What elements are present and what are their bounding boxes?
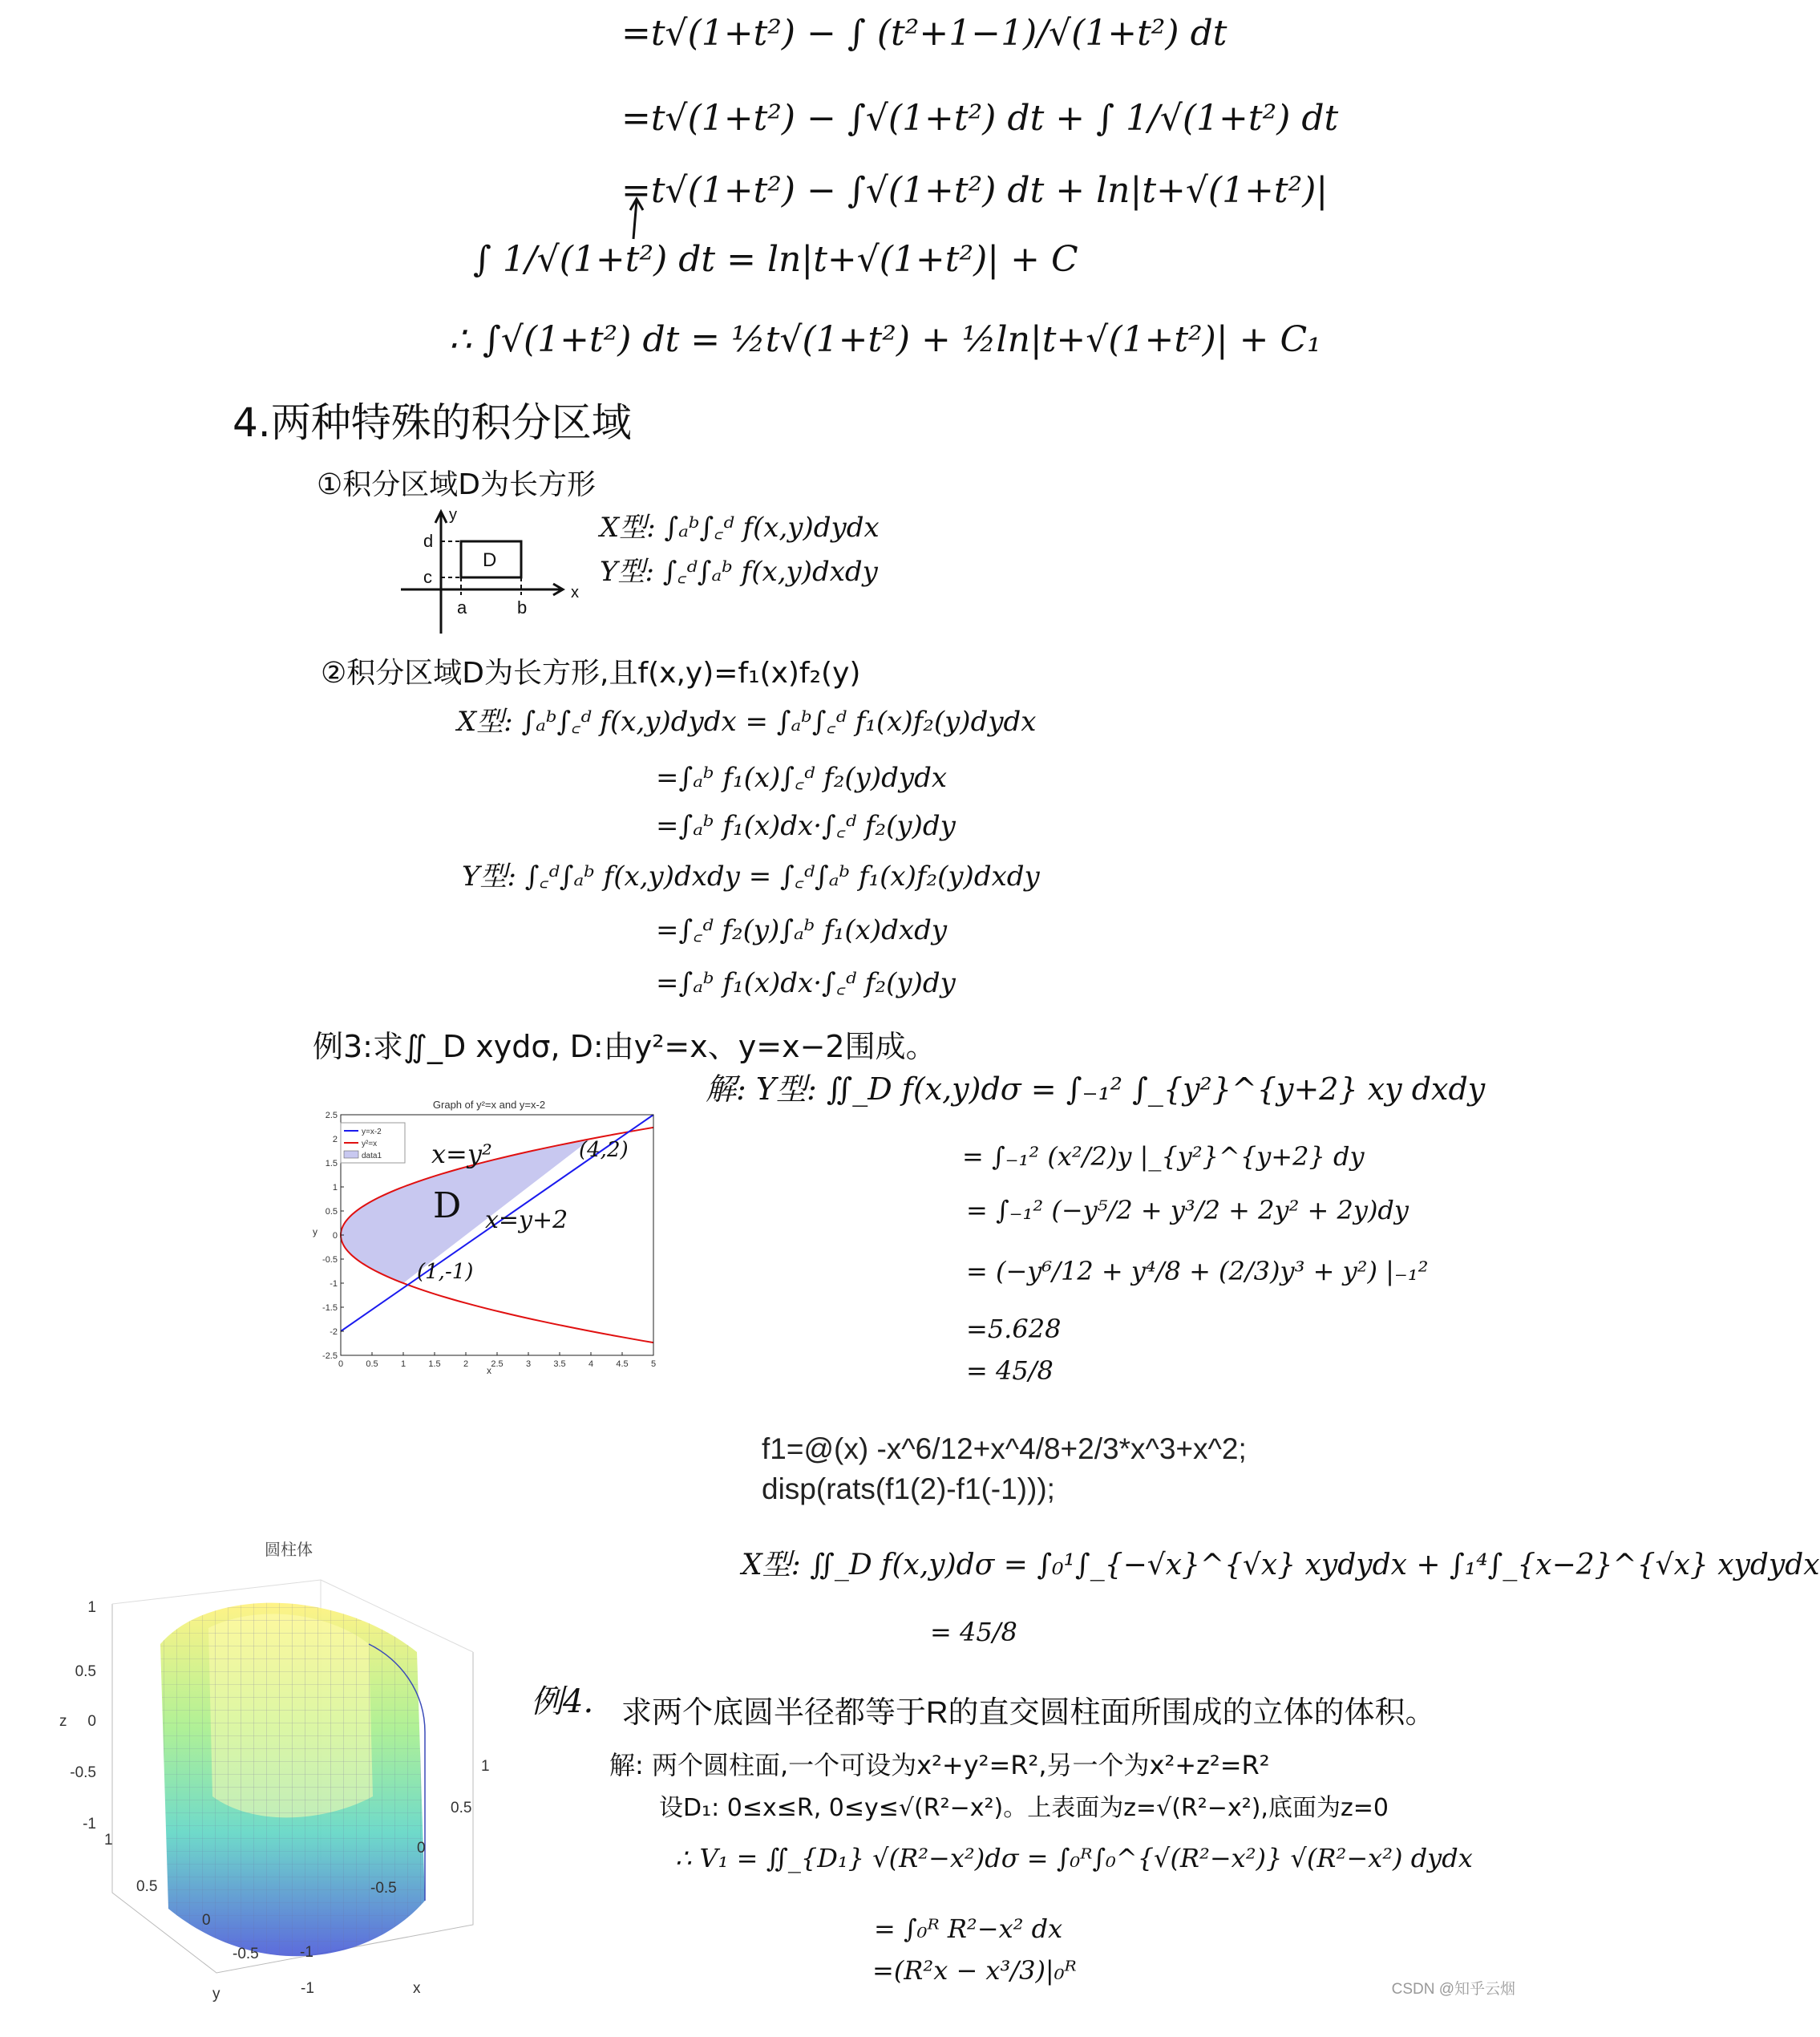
x-tick-neg1: -1 (300, 1944, 313, 1961)
chart-x-tick-label: 3 (525, 1359, 532, 1369)
derivation-line-3: =t√(1+t²) − ∫√(1+t²) dt + ln|t+√(1+t²)| (621, 170, 1329, 211)
chart-x-tick-label: 2 (463, 1359, 469, 1369)
example3-title: 例3:求∬_D xydσ, D:由y²=x、y=x−2围成。 (313, 1029, 936, 1064)
arrow-icon (624, 192, 648, 241)
solution-line-3: = ∫₋₁² (−y⁵/2 + y³/2 + 2y² + 2y)dy (966, 1195, 1409, 1225)
z-tick-1: 1 (87, 1599, 96, 1616)
chart-x-tick-label: 1 (400, 1359, 406, 1369)
chart-x-tick-label: 5 (650, 1359, 657, 1369)
x-tick-0: 0 (417, 1840, 426, 1857)
example3-x-result: = 45/8 (930, 1617, 1017, 1647)
chart-y-tick-label: 0.5 (325, 1207, 338, 1217)
case2-line-3: =∫ₐᵇ f₁(x)dx·∫꜀ᵈ f₂(y)dy (656, 810, 956, 842)
chart-x-tick-label: 0 (338, 1359, 344, 1369)
derivation-line-1: =t√(1+t²) − ∫ (t²+1−1)/√(1+t²) dt (621, 13, 1227, 54)
z-tick-0.5: 0.5 (75, 1663, 96, 1680)
y-tick-neg0.5: -0.5 (233, 1946, 259, 1962)
x-tick-1: 1 (481, 1758, 490, 1775)
case2-line-4: Y型: ∫꜀ᵈ∫ₐᵇ f(x,y)dxdy = ∫꜀ᵈ∫ₐᵇ f₁(x)f₂(y)dxdy (462, 861, 1040, 893)
annotation-region-D: D (433, 1185, 462, 1226)
chart-x-tick-label: 1.5 (428, 1359, 441, 1369)
z-axis-label: z (59, 1713, 67, 1730)
annotation-line: x=y+2 (485, 1206, 568, 1234)
cylinder-plot-title: 圆柱体 (265, 1541, 313, 1559)
solution-line-4: = (−y⁶/12 + y⁴/8 + (2/3)y³ + y²) |₋₁² (966, 1256, 1429, 1286)
sketch-label-x: x (571, 584, 579, 601)
z-tick-0: 0 (87, 1713, 96, 1730)
legend-entry-region: data1 (362, 1152, 382, 1160)
y-tick-1: 1 (104, 1832, 113, 1849)
case2-line-5: =∫꜀ᵈ f₂(y)∫ₐᵇ f₁(x)dxdy (656, 914, 948, 946)
chart-y-tick-label: -0.5 (322, 1255, 338, 1265)
section-title: 4.两种特殊的积分区域 (233, 399, 632, 446)
chart-x-tick-label: 2.5 (491, 1359, 504, 1369)
solution-line-6: = 45/8 (966, 1355, 1054, 1386)
x-tick-0.5: 0.5 (451, 1800, 472, 1816)
example4-line-1: 解: 两个圆柱面,一个可设为x²+y²=R²,另一个为x²+z²=R² (609, 1750, 1270, 1780)
chart-y-tick-label: 2 (332, 1135, 338, 1144)
sketch-label-y: y (449, 506, 457, 524)
chart-title: Graph of y²=x and y=x-2 (432, 1099, 546, 1111)
example4-line-2: 设D₁: 0≤x≤R, 0≤y≤√(R²−x²)。上表面为z=√(R²−x²),底面为z=0 (659, 1794, 1389, 1822)
chart-y-tick-label: 1.5 (325, 1159, 338, 1168)
cylinder-3d-plot (48, 1556, 497, 2037)
example4-line-4: = ∫₀ᴿ R²−x² dx (874, 1913, 1063, 1944)
case1-title: ①积分区域D为长方形 (317, 468, 596, 501)
example4-line-3: ∴ V₁ = ∬_{D₁} √(R²−x²)dσ = ∫₀ᴿ∫₀^{√(R²−x²)} √(R²−x²) dydx (675, 1843, 1473, 1873)
chart-x-tick-label: 3.5 (553, 1359, 566, 1369)
case1-y-type: Y型: ∫꜀ᵈ∫ₐᵇ f(x,y)dxdy (600, 556, 878, 588)
chart-y-tick-label: -1.5 (322, 1303, 338, 1313)
example3-chart (309, 1095, 661, 1375)
matlab-code-line-1: f1=@(x) -x^6/12+x^4/8+2/3*x^3+x^2; (762, 1432, 1247, 1465)
chart-y-tick-label: -2 (330, 1327, 338, 1337)
case2-line-6: =∫ₐᵇ f₁(x)dx·∫꜀ᵈ f₂(y)dy (656, 967, 956, 999)
chart-y-tick-label: 1 (332, 1183, 338, 1193)
case2-line-1: X型: ∫ₐᵇ∫꜀ᵈ f(x,y)dydx = ∫ₐᵇ∫꜀ᵈ f₁(x)f₂(y)dydx (457, 706, 1037, 738)
sketch-label-c: c (423, 567, 432, 587)
solution-line-1: 解: Y型: ∬_D f(x,y)dσ = ∫₋₁² ∫_{y²}^{y+2} xy dxdy (706, 1071, 1486, 1107)
example4-title: 求两个底圆半径都等于R的直交圆柱面所围成的立体的体积。 (621, 1696, 1436, 1730)
case2-title: ②积分区域D为长方形,且f(x,y)=f₁(x)f₂(y) (321, 657, 861, 690)
y-tick-0.5: 0.5 (136, 1878, 158, 1895)
x-tick-neg0.5: -0.5 (370, 1880, 397, 1897)
sketch-label-d: d (423, 531, 434, 551)
chart-y-tick-label: -1 (330, 1279, 338, 1289)
chart-y-tick-label: -2.5 (322, 1351, 338, 1361)
matlab-code-line-2: disp(rats(f1(2)-f1(-1))); (762, 1472, 1055, 1505)
watermark: CSDN @知乎云烟 (1391, 1981, 1515, 1998)
derivation-line-5: ∴ ∫√(1+t²) dt = ½t√(1+t²) + ½ln|t+√(1+t²)| + C₁ (449, 319, 1321, 360)
case1-x-type: X型: ∫ₐᵇ∫꜀ᵈ f(x,y)dydx (600, 512, 880, 544)
case2-line-2: =∫ₐᵇ f₁(x)∫꜀ᵈ f₂(y)dydx (656, 762, 948, 794)
y-axis-label: y (212, 1986, 220, 2003)
chart-y-tick-label: 0 (332, 1231, 338, 1241)
legend-entry-parabola: y²=x (362, 1140, 378, 1148)
sketch-label-a: a (457, 597, 467, 618)
sketch-label-D: D (483, 549, 497, 571)
example4-line-5: =(R²x − x³/3)|₀ᴿ (872, 1955, 1077, 1986)
annotation-point-1-neg1: (1,-1) (417, 1260, 474, 1284)
derivation-line-4: ∫ 1/√(1+t²) dt = ln|t+√(1+t²)| + C (473, 239, 1078, 280)
annotation-parabola: x=y² (431, 1139, 492, 1169)
sketch-label-b: b (517, 597, 528, 618)
chart-ylabel: y (313, 1226, 317, 1237)
solution-line-2: = ∫₋₁² (x²/2)y |_{y²}^{y+2} dy (962, 1141, 1365, 1172)
y-tick-0: 0 (202, 1912, 211, 1929)
solution-line-5: =5.628 (966, 1314, 1062, 1344)
x-axis-label: x (413, 1980, 421, 1997)
legend-entry-line: y=x-2 (362, 1128, 382, 1136)
example4-prefix: 例4. (531, 1683, 594, 1720)
chart-x-tick-label: 4.5 (616, 1359, 629, 1369)
chart-xlabel: x (487, 1365, 491, 1376)
chart-y-tick-label: 2.5 (325, 1111, 338, 1120)
chart-x-tick-label: 4 (588, 1359, 594, 1369)
example3-x-type: X型: ∬_D f(x,y)dσ = ∫₀¹∫_{−√x}^{√x} xydydx + ∫₁⁴∫_{x−2}^{√x} xydydx (742, 1549, 1820, 1581)
z-tick-neg1: -1 (83, 1816, 96, 1832)
annotation-point-4-2: (4,2) (579, 1138, 629, 1162)
rectangle-region-sketch (393, 505, 601, 642)
y-tick-neg1: -1 (301, 1980, 314, 1997)
z-tick-neg0.5: -0.5 (70, 1764, 96, 1781)
chart-x-tick-label: 0.5 (366, 1359, 378, 1369)
derivation-line-2: =t√(1+t²) − ∫√(1+t²) dt + ∫ 1/√(1+t²) dt (621, 98, 1339, 139)
